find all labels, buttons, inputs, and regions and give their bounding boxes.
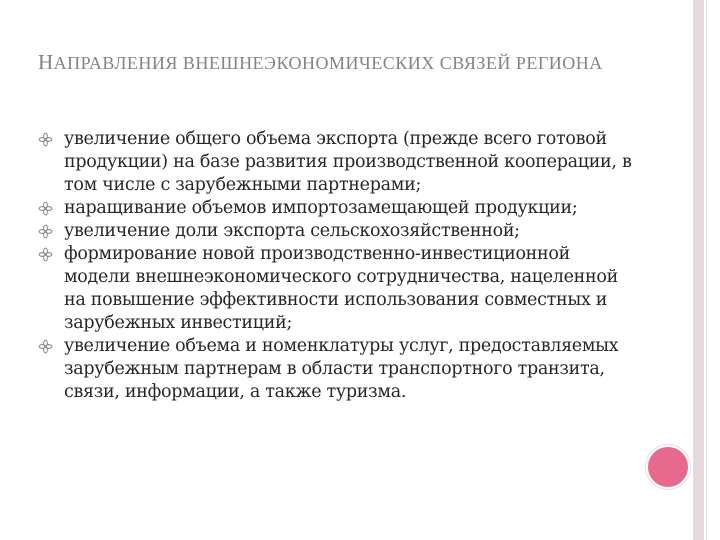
bullet-list [38,128,638,404]
flower-bullet-icon [38,201,53,216]
accent-circle [646,445,690,489]
bullet-text: наращивание объемов импортозамещающей продукции; [64,198,578,218]
bullet-item [38,197,638,220]
flower-bullet-icon [38,339,53,354]
bullet-item [38,243,638,335]
bullet-text: увеличение объема и номенклатуры услуг, предоставляемых зарубежным партнерам в области транспортного транзита, связи, информации, а также туризма. [64,336,619,402]
bullet-item [38,128,638,197]
bullet-text: увеличение доли экспорта сельскохозяйственной; [64,221,520,241]
flower-bullet-icon [38,132,53,147]
bullet-text: увеличение общего объема экспорта (прежде всего готовой продукции) на базе развития производственной кооперации, в том числе с зарубежными партнерами; [64,129,632,195]
flower-bullet-icon [38,247,53,262]
decorative-stripe-line [706,0,707,540]
slide-title: НАПРАВЛЕНИЯ ВНЕШНЕЭКОНОМИЧЕСКИХ СВЯЗЕЙ РЕГИОНА [38,50,603,74]
flower-bullet-icon [38,224,53,239]
decorative-stripe [693,0,704,540]
bullet-text: формирование новой производственно-инвестиционной модели внешнеэкономического сотрудничества, нацеленной на повышение эффективности использования совместных и зарубежных инвестиций; [64,244,618,333]
bullet-item [38,220,638,243]
bullet-item [38,335,638,404]
